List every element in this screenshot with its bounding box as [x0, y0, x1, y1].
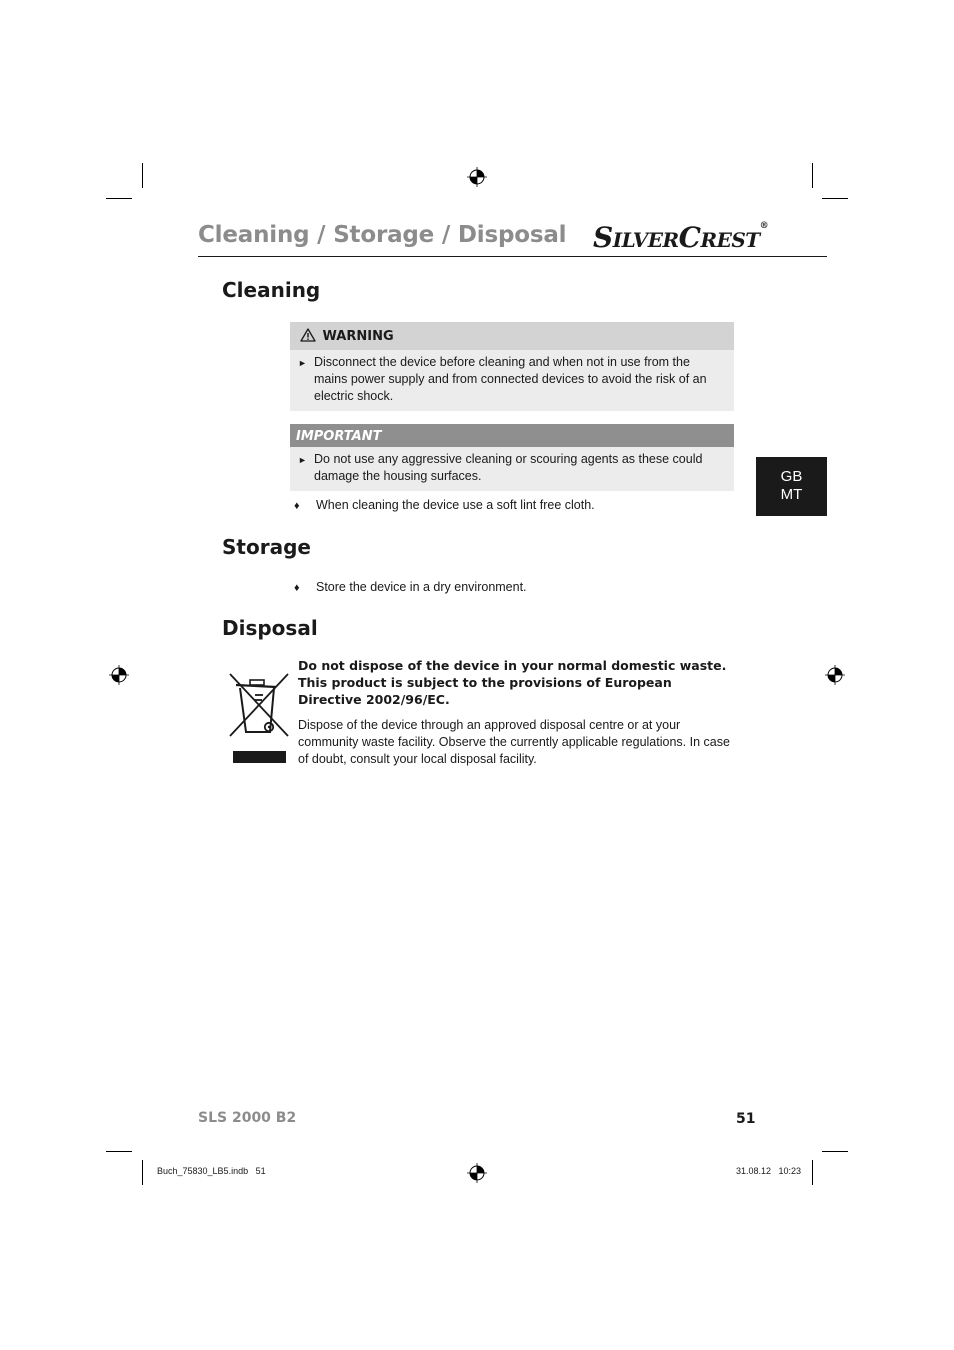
- language-code: GB: [780, 468, 803, 485]
- language-tab: [756, 457, 827, 516]
- crop-mark: [142, 163, 143, 188]
- crop-mark: [142, 1160, 143, 1185]
- crop-mark: [812, 1160, 813, 1185]
- warning-header: [290, 322, 734, 350]
- list-item: [294, 580, 527, 594]
- section-heading-storage: Storage: [222, 535, 311, 559]
- print-slug-date: 31.08.12 10:23: [736, 1166, 802, 1176]
- model-number: SLS 2000 B2: [198, 1110, 297, 1126]
- crop-mark: [106, 1151, 132, 1152]
- language-code: MT: [780, 486, 803, 503]
- diamond-bullet-icon: ♦: [294, 500, 300, 512]
- crop-mark: [822, 1151, 848, 1152]
- crossed-out-wheelie-bin-icon: [226, 670, 292, 766]
- arrow-bullet-icon: ►: [298, 358, 307, 368]
- page-title: Cleaning / Storage / Disposal: [198, 222, 567, 248]
- section-heading-cleaning: Cleaning: [222, 278, 321, 302]
- warning-label: WARNING: [322, 329, 394, 344]
- registration-mark-icon: [109, 665, 129, 685]
- crop-mark: [822, 198, 848, 199]
- brand-logo-part: ILVER: [612, 228, 679, 252]
- important-text: Do not use any aggressive cleaning or scouring agents as these could damage the housing surfaces.: [314, 452, 703, 483]
- diamond-bullet-icon: ♦: [294, 582, 300, 594]
- registration-mark-icon: [825, 665, 845, 685]
- list-item-text: When cleaning the device use a soft lint free cloth.: [316, 498, 595, 512]
- warning-content: [290, 350, 734, 411]
- registered-mark: ®: [759, 221, 769, 231]
- warning-box: [290, 322, 734, 411]
- important-content: [290, 447, 734, 491]
- brand-logo-part: S: [593, 221, 613, 254]
- crop-mark: [812, 163, 813, 188]
- warning-triangle-icon: [300, 328, 316, 342]
- important-box: [290, 424, 734, 491]
- important-header: IMPORTANT: [290, 424, 734, 447]
- print-slug-file: Buch_75830_LB5.indb 51: [157, 1166, 266, 1176]
- registration-mark-icon: [467, 167, 487, 187]
- disposal-notice: Do not dispose of the device in your normal domestic waste. This product is subject to the provisions of European Directive 2002/96/EC.: [298, 658, 727, 707]
- registration-mark-icon: [467, 1163, 487, 1183]
- page-number: 51: [736, 1111, 756, 1127]
- disposal-instructions: Dispose of the device through an approved disposal centre or at your community waste facility. Observe the currently applicable regulations. In case of doubt, consult your local disposal facility.: [298, 718, 730, 766]
- arrow-bullet-icon: ►: [298, 455, 307, 465]
- list-item: [294, 498, 595, 512]
- list-item-text: Store the device in a dry environment.: [316, 580, 527, 594]
- warning-text: Disconnect the device before cleaning and when not in use from the mains power supply and from connected devices to avoid the risk of an electric shock.: [314, 355, 707, 403]
- crop-mark: [106, 198, 132, 199]
- brand-logo-part: C: [678, 221, 701, 254]
- brand-logo-part: REST: [700, 228, 760, 252]
- section-heading-disposal: Disposal: [222, 616, 318, 640]
- header-rule: [198, 256, 827, 257]
- brand-logo: [593, 221, 768, 254]
